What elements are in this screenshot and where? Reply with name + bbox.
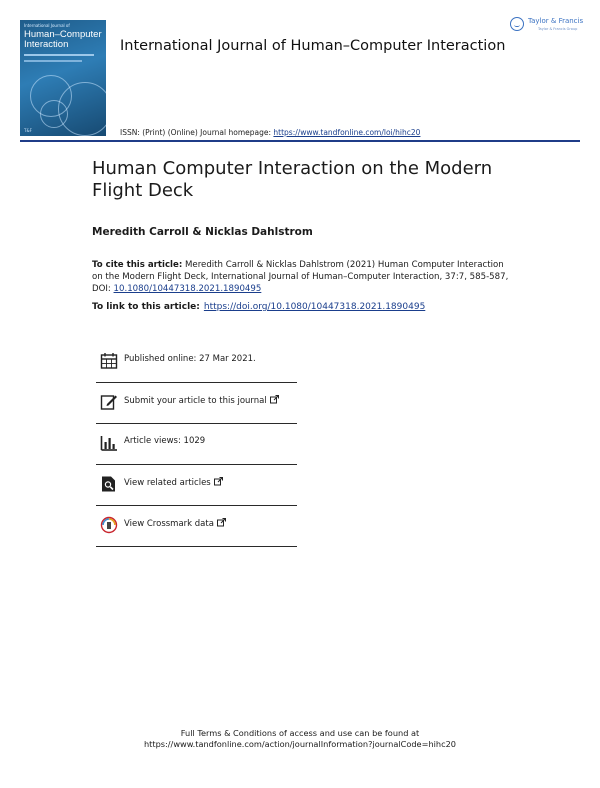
article-link-line [92,302,425,312]
external-link-icon [217,518,226,527]
article-link-label: To link to this article: [92,302,200,312]
publisher-logo[interactable] [510,16,584,38]
article-views-item [96,424,297,465]
article-title: Human Computer Interaction on the Modern Flight Deck [92,158,493,201]
cover-publisher-mark: T&F [24,128,32,133]
external-link-icon [214,477,223,486]
issn-text: ISSN: (Print) (Online) Journal homepage: [120,128,274,137]
cover-deco-circle [40,100,68,128]
search-document-icon [100,475,118,493]
bar-chart-icon [100,434,118,452]
citation-text: Meredith Carroll & Nicklas Dahlstrom (2021) Human Computer Interaction on the Modern Flight Deck, International Journal of Human–Computer Interaction, 37:7, 585-587, DOI: [92,260,509,294]
cover-deco-line [24,54,94,56]
article-authors: Meredith Carroll & Nicklas Dahlstrom [92,226,313,238]
taylor-francis-logo-icon [510,17,524,31]
header-divider [20,140,580,142]
publisher-name: Taylor & Francis [528,17,584,25]
journal-homepage-link[interactable]: https://www.tandfonline.com/loi/hihc20 [273,128,421,137]
citation-label: To cite this article: [92,260,183,270]
citation-doi-link[interactable]: 10.1080/10447318.2021.1890495 [113,284,262,294]
edit-document-icon [100,393,118,411]
calendar-icon [100,352,118,370]
terms-text: Full Terms & Conditions of access and use can be found at [180,728,420,738]
journal-title: International Journal of Human–Computer Interaction [120,38,506,54]
article-doi-link[interactable]: https://doi.org/10.1080/10447318.2021.1890495 [203,302,426,312]
publisher-subtitle: Taylor & Francis Group [538,27,578,31]
terms-link[interactable]: https://www.tandfonline.com/action/journalInformation?journalCode=hihc20 [143,739,457,749]
related-articles-item[interactable] [96,465,297,506]
crossmark-icon [100,516,118,534]
external-link-icon [270,395,279,404]
article-views-text: Article views: 1029 [124,436,206,446]
published-date-text: Published online: 27 Mar 2021. [124,354,256,364]
terms-footer [0,728,600,750]
citation-block [92,259,512,295]
related-articles-link[interactable]: View related articles [124,477,223,488]
crossmark-item[interactable] [96,506,297,547]
issn-line [120,128,420,137]
cover-title: Human–Computer Interaction [24,29,102,50]
crossmark-link[interactable]: View Crossmark data [124,518,226,529]
submit-article-item[interactable] [96,383,297,424]
cover-deco-line [24,60,82,62]
article-info-list [96,342,297,547]
submit-article-link[interactable]: Submit your article to this journal [124,395,279,406]
published-date-item [96,342,297,383]
journal-cover-image [20,20,106,136]
cover-supertitle: International Journal of [24,23,70,28]
